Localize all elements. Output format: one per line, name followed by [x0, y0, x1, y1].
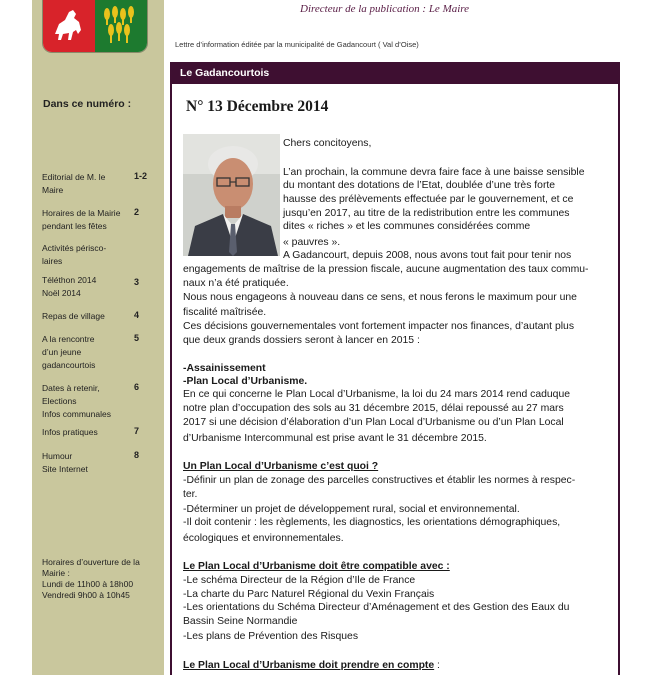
toc-page-number: 7	[134, 426, 140, 436]
toc-label	[42, 310, 122, 323]
toc-page-number: 8	[134, 450, 140, 460]
body-line: -Les plans de Prévention des Risques	[183, 631, 359, 642]
section-heading-plu-prendre-en-compte	[183, 659, 440, 672]
body-line: A Gadancourt, depuis 2008, nous avons tout fait pour tenir nos	[283, 250, 572, 261]
toc-label-line: Maire	[42, 185, 64, 195]
toc-label-line: gadancourtois	[42, 360, 96, 370]
toc-label	[42, 426, 122, 439]
body-line: -Les orientations du Schéma Directeur d’Aménagement et des Gestion des Eaux du	[183, 602, 570, 613]
toc-label-line: laires	[42, 256, 63, 266]
body-line: du montant des dotations de l’Etat, doublée d’une très forte	[283, 180, 556, 191]
toc-label	[42, 382, 122, 421]
body-line: Ces décisions gouvernementales vont fortement impacter nos finances, d’autant plus	[183, 321, 575, 332]
body-line: écologiques et environnementales.	[183, 533, 344, 544]
toc-label-line: Elections	[42, 396, 77, 406]
body-line: d’Urbanisme Intercommunal est prise avant le 31 décembre 2015.	[183, 433, 487, 444]
toc-label-line: Téléthon 2014	[42, 275, 97, 285]
toc-label-line: Repas de village	[42, 311, 105, 321]
toc-label-line: Site Internet	[42, 464, 88, 474]
toc-label	[42, 171, 122, 197]
coat-of-arms-icon	[42, 0, 148, 53]
list-item-assainissement: -Assainissement	[183, 363, 266, 374]
toc-page-number: 6	[134, 382, 140, 392]
body-line: naux n’a été pratiquée.	[183, 278, 289, 289]
toc-label-line: Horaires de la Mairie	[42, 208, 121, 218]
toc-label-line: d’un jeune	[42, 347, 82, 357]
newsletter-subtitle: Lettre d’information éditée par la municipalité de Gadancourt ( Val d’Oise)	[175, 40, 419, 49]
body-line: -Définir un plan de zonage des parcelles constructives et établir les normes à respec-	[183, 475, 576, 486]
body-line: 2017 si une décision d’élaboration d’un Plan Local d’Urbanisme ou d’un Plan Local	[183, 417, 564, 428]
toc-label-line: Noël 2014	[42, 288, 81, 298]
opening-hours	[42, 557, 160, 601]
opening-hours-monday: Lundi de 11h00 à 18h00	[42, 579, 134, 589]
toc-label-line: Editorial de M. le	[42, 172, 106, 182]
toc-label	[42, 274, 122, 300]
body-line: ter.	[183, 489, 198, 500]
list-item-plu: -Plan Local d’Urbanisme.	[183, 376, 308, 387]
toc-label	[42, 242, 122, 268]
toc-label	[42, 333, 122, 372]
toc-page-number: 5	[134, 333, 140, 343]
section-heading-colon: :	[437, 660, 440, 671]
body-line: En ce qui concerne le Plan Local d’Urbanisme, la loi du 24 mars 2014 rend caduque	[183, 389, 571, 400]
body-line: engagements de maîtrise de la pression fiscale, aucune augmentation des taux commu-	[183, 264, 589, 275]
toc-label	[42, 207, 122, 233]
greeting: Chers concitoyens,	[283, 138, 372, 149]
body-line: que deux grands dossiers seront à lancer en 2015 :	[183, 335, 420, 346]
toc-label-line: Infos pratiques	[42, 427, 98, 437]
mayor-photo	[183, 134, 280, 256]
toc-page-number: 3	[134, 277, 140, 287]
body-line: L’an prochain, la commune devra faire face à une baisse sensible	[283, 167, 585, 178]
toc-page-number: 2	[134, 207, 140, 217]
toc-label-line: A la rencontre	[42, 334, 95, 344]
issue-title: N° 13 Décembre 2014	[186, 98, 329, 115]
toc-page-number: 4	[134, 310, 140, 320]
body-line: dites « riches » et les communes considérées comme	[283, 221, 531, 232]
newsletter-title-bar: Le Gadancourtois	[172, 62, 618, 84]
section-heading-plu-compatible: Le Plan Local d’Urbanisme doit être compatible avec :	[183, 561, 450, 572]
body-line: -Déterminer un projet de développement rural, social et environnemental.	[183, 504, 520, 515]
section-heading-text: Le Plan Local d’Urbanisme doit prendre en compte	[183, 660, 435, 671]
body-line: « pauvres ».	[283, 237, 341, 248]
body-line: jusqu’en 2017, au titre de la redistribution entre les communes	[283, 208, 570, 219]
opening-hours-friday: Vendredi 9h00 à 10h45	[42, 590, 130, 600]
toc-label-line: Dates à retenir,	[42, 383, 100, 393]
body-line: notre plan d’occupation des sols au 31 décembre 2015, délai repoussé au 27 mars	[183, 403, 564, 414]
body-line: fiscalité maîtrisée.	[183, 307, 267, 318]
body-line: -Il doit contenir : les règlements, les diagnostics, les orientations démographiques,	[183, 517, 561, 528]
toc-label-line: Activités périsco-	[42, 243, 107, 253]
toc-label	[42, 450, 122, 476]
body-line: Bassin Seine Normandie	[183, 616, 298, 627]
opening-hours-title: Horaires d’ouverture de la	[42, 557, 140, 567]
section-heading-plu-definition: Un Plan Local d’Urbanisme c’est quoi ?	[183, 461, 379, 472]
toc-heading: Dans ce numéro :	[43, 98, 132, 110]
body-line: -Le schéma Directeur de la Région d’Ile de France	[183, 575, 416, 586]
publication-director: Directeur de la publication : Le Maire	[300, 3, 470, 15]
toc-label-line: Infos communales	[42, 409, 111, 419]
toc-page-number: 1-2	[134, 171, 148, 181]
body-line: -La charte du Parc Naturel Régional du Vexin Français	[183, 589, 435, 600]
toc-label-line: pendant les fêtes	[42, 221, 107, 231]
body-line: hausse des prélèvements effectuée par le gouvernement, et ce	[283, 194, 574, 205]
toc-label-line: Humour	[42, 451, 73, 461]
opening-hours-title-2: Mairie :	[42, 568, 70, 578]
body-line: Nous nous engageons à nouveau dans ce sens, et nous ferons le maximum pour une	[183, 292, 577, 303]
